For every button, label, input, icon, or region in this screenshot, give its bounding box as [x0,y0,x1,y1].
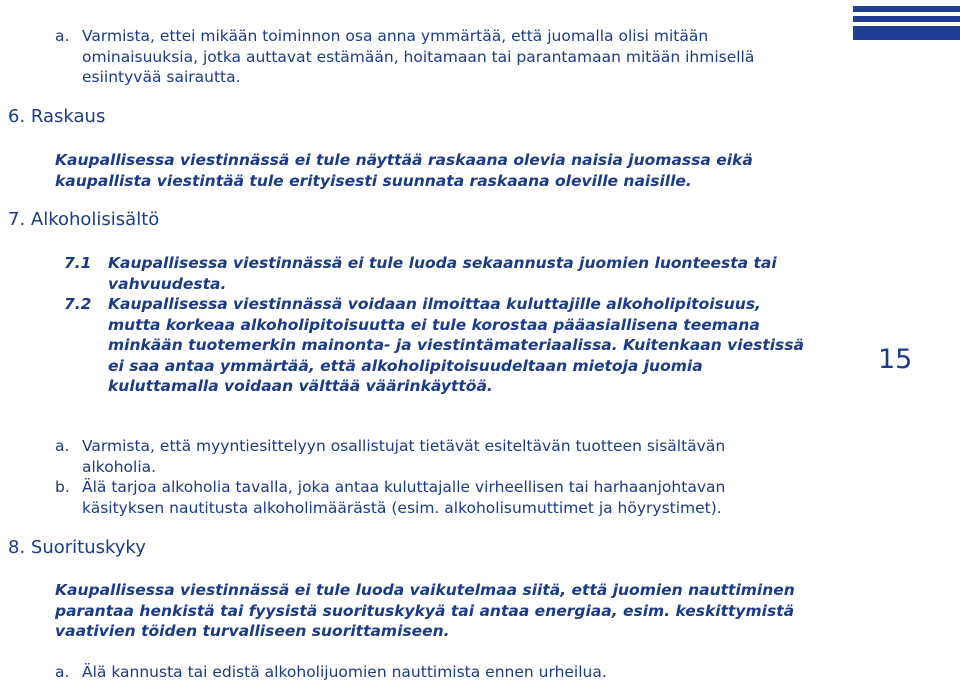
section-7-heading: 7. Alkoholisisältö [8,209,160,230]
list-marker: a. [55,437,70,455]
section-7-sub-1 [64,253,804,294]
list-marker: a. [55,27,70,45]
list-item-text: Älä kannusta tai edistä alkoholijuomien nauttimista ennen urheilua. [82,663,607,681]
list-marker: a. [55,663,70,681]
logo-bar [853,26,960,40]
sub-text: Kaupallisessa viestinnässä ei tule luoda sekaannusta juomien luonteesta tai vahvuudesta. [108,254,777,293]
list-marker: b. [55,478,70,496]
logo-bar [853,6,960,12]
list-item-text: Älä tarjoa alkoholia tavalla, joka antaa kuluttajalle virheellisen tai harhaanjohtavan käsityksen nautitusta alkoholimäärästä (esim. alkoholisumuttimet ja höyrystimet). [82,478,726,517]
list-item-text: Varmista, että myyntiesittelyyn osallistujat tietävät esiteltävän tuotteen sisältävän alkoholia. [82,437,726,476]
section-7-item-b [55,477,800,518]
list-item-text: Varmista, ettei mikään toiminnon osa anna ymmärtää, että juomalla olisi mitään ominaisuuksia, jotka auttavat estämään, hoitamaan tai parantamaan mitään ihmisellä esiintyvää sairautta. [82,27,755,86]
intro-list-item [55,26,785,88]
brand-logo [853,6,960,44]
section-8-body: Kaupallisessa viestinnässä ei tule luoda vaikutelmaa siitä, että juomien nauttiminen parantaa henkistä tai fyysistä suorituskykyä tai antaa energiaa, esim. keskittymistä vaativien töiden turvalliseen suorittamiseen. [55,581,795,640]
section-6-body: Kaupallisessa viestinnässä ei tule näyttää raskaana olevia naisia juomassa eikä kaupallista viestintää tule erityisesti suunnata raskaana oleville naisille. [55,151,753,190]
section-8-item-a [55,662,800,683]
section-7-item-a [55,436,800,477]
page-number: 15 [878,344,913,375]
sub-text: Kaupallisessa viestinnässä voidaan ilmoittaa kuluttajille alkoholipitoisuus, mutta korkeaa alkoholipitoisuutta ei tule korostaa pääasiallisena teemana minkään tuotemerkin mainonta- ja viestintämateriaalissa. Kuitenkaan viestissä ei saa antaa ymmärtää, että alkoholipitoisuudeltaan mietoja juomia kuluttamalla voidaan välttää väärinkäyttöä. [108,295,804,395]
sub-marker: 7.2 [64,295,92,313]
logo-bar [853,16,960,22]
sub-marker: 7.1 [64,254,92,272]
section-7-sub-2 [64,294,804,397]
section-8-heading: 8. Suorituskyky [8,537,146,558]
section-6-heading: 6. Raskaus [8,106,106,127]
